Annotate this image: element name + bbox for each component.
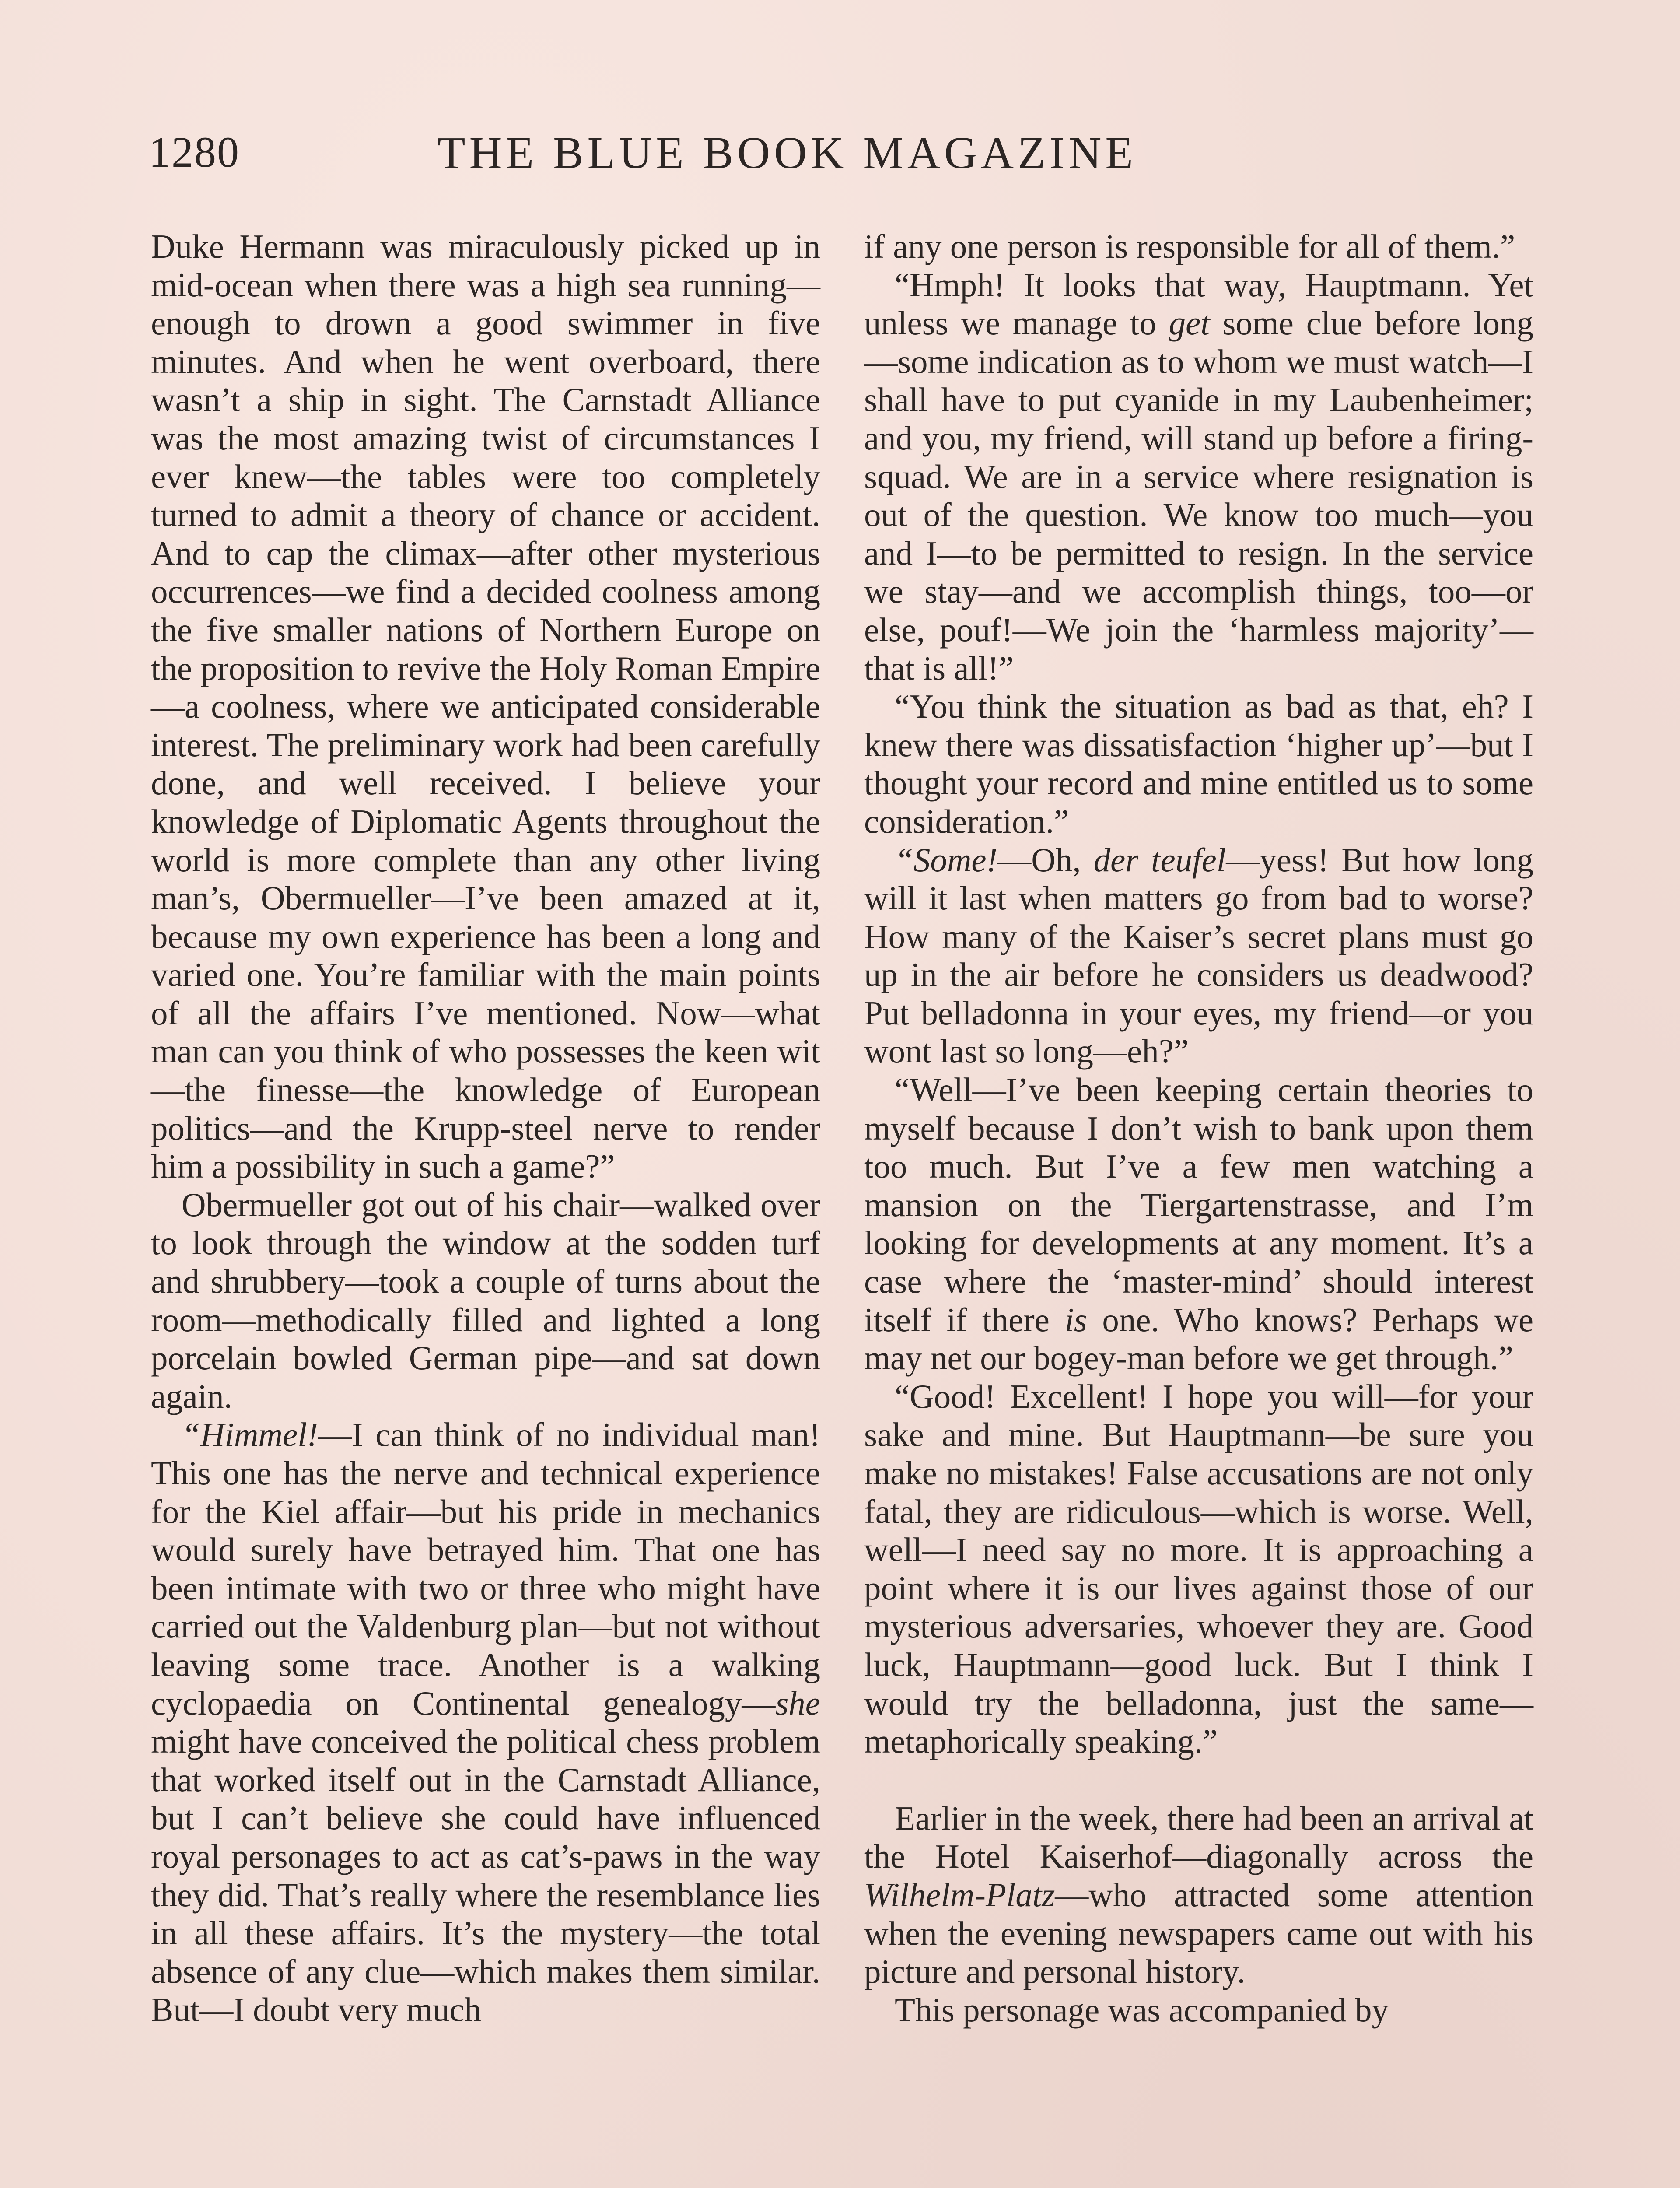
italic-exclamation: “Himmel!	[182, 1416, 318, 1454]
italic-word: der teufel	[1093, 841, 1226, 879]
page-header	[149, 127, 1531, 184]
paragraph-text: Earlier in the week, there had been an arrival at the Hotel Kaiserhof—diagonally across the	[864, 1799, 1533, 1876]
paragraph: if any one person is responsible for all of them.”	[864, 228, 1516, 265]
paragraph-text: —I can think of no individual man! This one has the nerve and technical experience for the Kiel affair—but his pride in mechanics would surely have betrayed him. That one has been intimate with two or three who might have carried out the Valdenburg plan—but not without leaving some trace. Another is a walking cyclopaedia on Continental genealogy—	[151, 1416, 820, 1722]
paragraph: “Good! Excellent! I hope you will—for your sake and mine. But Hauptmann—be sure you make no mistakes! False accusations are not only fatal, they are ridiculous—which is worse. Well, well—I need say no more. It is approaching a point where it is our lives against those of our mysterious adversaries, whoever they are. Good luck, Hauptmann—good luck. But I think I would try the belladonna, just the same—metaphorically speaking.”	[864, 1377, 1533, 1760]
paragraph	[864, 266, 1533, 688]
paragraph	[151, 1416, 820, 2029]
italic-word: she	[775, 1684, 820, 1722]
paragraph	[864, 841, 1533, 1071]
paragraph-text: “Well—I’ve been keeping certain theories to myself because I don’t wish to bank upon them too much. But I’ve a few men watching a mansion on the Tiergartenstrasse, and I’m looking for developments at any moment. It’s a case where the ‘master-mind’ should interest itself if there	[864, 1071, 1533, 1339]
italic-word: is	[1064, 1301, 1087, 1339]
paragraph-text: some clue before long—some indication as to whom we must watch—I shall have to put cyanide in my Laubenheimer; and you, my friend, will stand up before a firing-squad. We are in a service where resignation is out of the question. We know too much—you and I—to be permitted to resign. In the service we stay—and we accomplish things, too—or else, pouf!—We join the ‘harmless majority’—that is all!”	[864, 304, 1533, 687]
paragraph: This personage was accompanied by	[895, 1991, 1389, 2029]
paragraph	[864, 1071, 1533, 1378]
paragraph: “You think the situation as bad as that, eh? I knew there was dissatisfaction ‘higher up’—but I thought your record and mine entitled us to some consideration.”	[864, 687, 1533, 840]
paragraph-text: one. Who knows? Perhaps we may net our bogey-man before we get through.”	[864, 1301, 1533, 1377]
left-column	[151, 228, 820, 2029]
italic-word: get	[1169, 304, 1210, 342]
right-column	[864, 228, 1533, 2029]
paragraph-text: might have conceived the political chess problem that worked itself out in the Carnstadt Alliance, but I can’t believe she could have influenced royal personages to act as cat’s-paws in the way they did. That’s really where the resemblance lies in all these affairs. It’s the mystery—the total absence of any clue—which makes them similar. But—I doubt very much	[151, 1722, 820, 2029]
paragraph-text: “Hmph! It looks that way, Hauptmann. Yet unless we manage to	[864, 266, 1533, 342]
paragraph-text: —yess! But how long will it last when matters go from bad to worse? How many of the Kaiser’s secret plans must go up in the air before he considers us deadwood? Put belladonna in your eyes, my friend—or you wont last so long—eh?”	[864, 841, 1534, 1070]
section-break	[864, 1761, 1533, 1799]
paragraph: Duke Hermann was miraculously picked up in mid-ocean when there was a high sea running—enough to drown a good swimmer in five minutes. And when he went overboard, there wasn’t a ship in sight. The Carnstadt Alliance was the most amazing twist of circumstances I ever knew—the tables were too completely turned to admit a theory of chance or accident. And to cap the climax—after other mysterious occurrences—we find a decided coolness among the five smaller nations of Northern Europe on the proposition to revive the Holy Roman Empire—a coolness, where we anticipated considerable interest. The preliminary work had been carefully done, and well received. I believe your knowledge of Diplomatic Agents throughout the world is more complete than any other living man’s, Obermueller—I’ve been amazed at it, because my own experience has been a long and varied one. You’re familiar with the main points of all the affairs I’ve mentioned. Now—what man can you think of who possesses the keen wit—the finesse—the knowledge of European politics—and the Krupp-steel nerve to render him a possibility in such a game?”	[151, 228, 820, 1185]
paragraph: Obermueller got out of his chair—walked over to look through the window at the sodden turf and shrubbery—took a couple of turns about the room—methodically filled and lighted a long porcelain bowled German pipe—and sat down again.	[151, 1185, 820, 1415]
magazine-title: THE BLUE BOOK MAGAZINE	[438, 128, 1137, 178]
italic-exclamation: “Some!	[895, 841, 998, 879]
italic-place-name: Wilhelm-Platz	[864, 1876, 1055, 1914]
paragraph-text: —Oh,	[998, 841, 1094, 879]
paragraph-text: —who attracted some attention when the evening newspapers came out with his picture and personal history.	[864, 1876, 1533, 1991]
page-number: 1280	[149, 128, 240, 176]
paragraph	[864, 1799, 1533, 1991]
